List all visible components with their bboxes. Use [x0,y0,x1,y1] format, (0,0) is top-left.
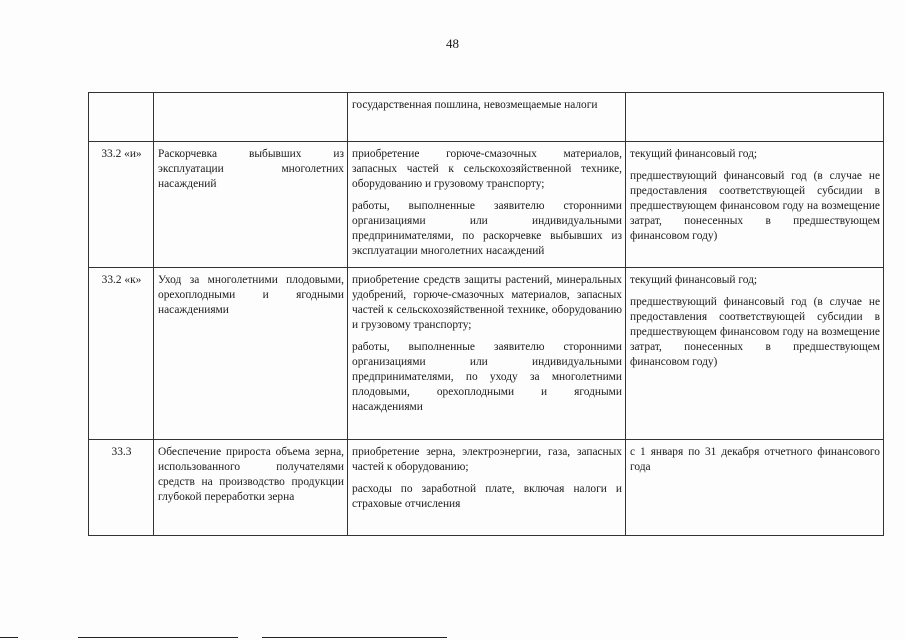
period-item: текущий финансовый год; [630,274,758,286]
row-number: 33.3 [111,446,132,458]
period-item: с 1 января по 31 декабря отчетного финансового года [630,446,880,473]
activity-name: Обеспечение прироста объема зерна, использованного получателями средств на производство продукции глубокой переработки зерна [158,446,344,503]
period-list [626,142,883,248]
row-number [89,93,153,102]
cost-item: приобретение зерна, электроэнергии, газа, запасных частей к оборудованию; [352,446,622,473]
costs-list [348,268,625,419]
row-number-cell [89,93,154,142]
costs-cell [348,440,626,536]
costs-cell [348,142,626,268]
activity-cell [154,440,348,536]
table-row [89,93,884,142]
cost-item: работы, выполненные заявителю сторонними организациями или индивидуальными предпринимателями, по уходу за многолетними плодовыми, орехоплодными и ягодными насаждениями [352,341,622,413]
table-row [89,268,884,440]
activity-name: Уход за многолетними плодовыми, орехоплодными и ягодными насаждениями [158,274,344,316]
row-number-cell [89,440,154,536]
scan-edge-line [78,637,238,638]
cost-item: расходы по заработной плате, включая налоги и страховые отчисления [352,483,622,510]
table-row [89,440,884,536]
page-number: 48 [446,36,459,51]
period-cell [626,142,884,268]
activity-name: Раскорчевка выбывших из эксплуатации многолетних насаждений [158,148,344,190]
scan-edge-line [0,637,18,638]
costs-cell [348,268,626,440]
activity-cell [154,93,348,142]
cost-item: государственная пошлина, невозмещаемые налоги [352,99,598,111]
period-list [626,268,883,374]
row-number-cell [89,268,154,440]
activity-cell [154,268,348,440]
row-number-cell [89,142,154,268]
activity-cell [154,142,348,268]
costs-cell [348,93,626,142]
period-list [626,93,883,102]
cost-item: работы, выполненные заявителю сторонними организациями или индивидуальными предпринимателями, по раскорчевке выбывших из эксплуатации многолетних насаждений [352,200,622,257]
table-row [89,142,884,268]
row-number: 33.2 «к» [101,274,142,286]
period-item: текущий финансовый год; [630,148,758,160]
cost-item: приобретение средств защиты растений, минеральных удобрений, горюче-смазочных материалов, запасных частей к сельскохозяйственной технике, оборудованию и грузовому транспорту; [352,274,622,331]
period-item: предшествующий финансовый год (в случае не предоставления соответствующей субсидии в предшествующем финансовом году на возмещение затрат, понесенных в предшествующем финансовом году) [630,170,880,242]
period-cell [626,440,884,536]
subsidy-table [88,92,884,536]
cost-item: приобретение горюче-смазочных материалов, запасных частей к сельскохозяйственной технике, оборудованию и грузовому транспорту; [352,148,622,190]
costs-list [348,142,625,263]
costs-list [348,93,625,117]
period-cell [626,93,884,142]
period-cell [626,268,884,440]
period-list [626,440,883,479]
scan-edge-line [262,637,447,638]
scan-edge-lines [0,628,905,640]
activity-name [154,93,347,102]
costs-list [348,440,625,516]
row-number: 33.2 «и» [101,148,142,160]
period-item: предшествующий финансовый год (в случае не предоставления соответствующей субсидии в предшествующем финансовом году на возмещение затрат, понесенных в предшествующем финансовом году) [630,296,880,368]
